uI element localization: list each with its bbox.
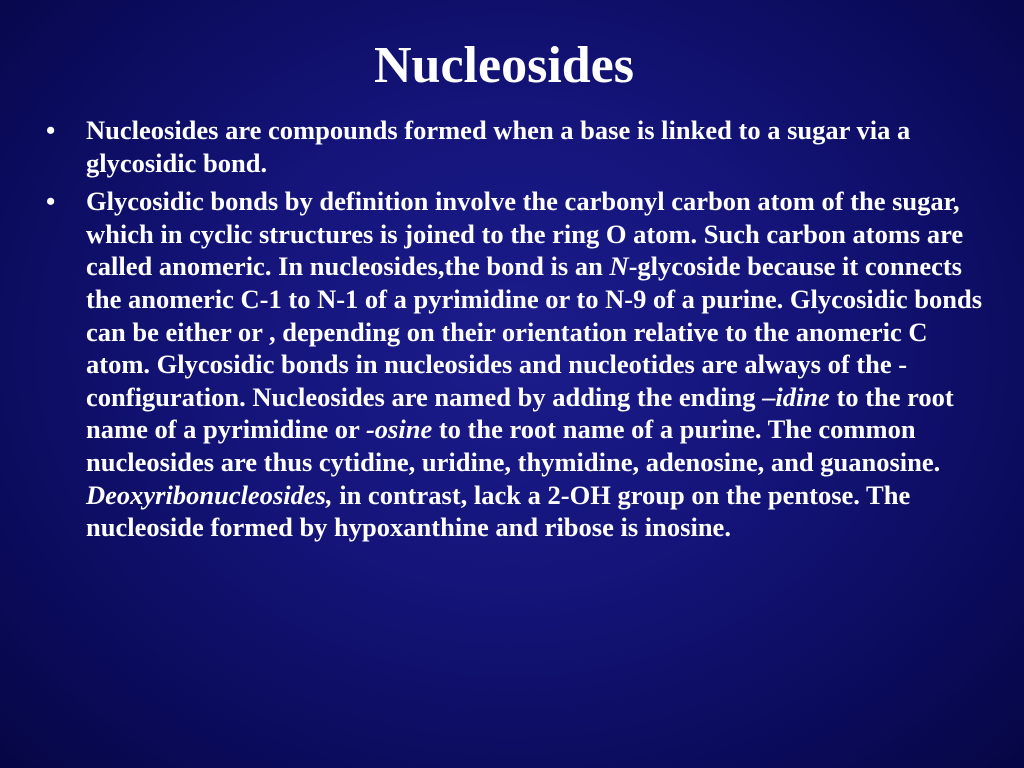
bullet-text: Nucleosides are compounds formed when a base is linked to a sugar via a glycosidic bond.: [86, 115, 911, 178]
italic-term: Deoxyribonucleosides,: [86, 479, 333, 510]
slide-title: Nucleosides: [374, 37, 634, 94]
italic-term: N: [609, 251, 629, 282]
italic-term: -osine: [365, 414, 433, 445]
bullet-item-2: [0, 185, 1024, 544]
bullet-item-1: [0, 114, 1024, 179]
bullet-text-part: to the root name of a pyrimidine or: [86, 381, 954, 445]
bullet-text-part: Glycosidic bonds by definition involve the carbonyl carbon atom of the sugar, which in cyclic structures is joined to the ring O atom. Such carbon atoms are called anomeric. In nucleosides,the bond is an: [86, 186, 964, 282]
bullet-text-part: in contrast, lack a 2-OH group on the pentose. The nucleoside formed by hypoxanthine and ribose is inosine.: [86, 479, 911, 543]
bullet-text-part: to the root name of a purine. The common nucleosides are thus cytidine, uridine, thymidine, adenosine, and guanosine.: [86, 414, 941, 477]
bullet-marker: •: [46, 186, 56, 217]
italic-term: idine: [775, 381, 830, 412]
bullet-text-part: -glycoside because it connects the anomeric C-1 to N-1 of a pyrimidine or to N-9 of a purine. Glycosidic bonds can be either or , depending on their orientation relative to the anomeric C atom. Glycosidic bonds in nucleosides and nucleotides are always of the -configuration. Nucleosides are named by adding the ending –: [86, 251, 983, 412]
bullet-marker: •: [46, 115, 56, 145]
bullet-list: [0, 114, 1024, 550]
